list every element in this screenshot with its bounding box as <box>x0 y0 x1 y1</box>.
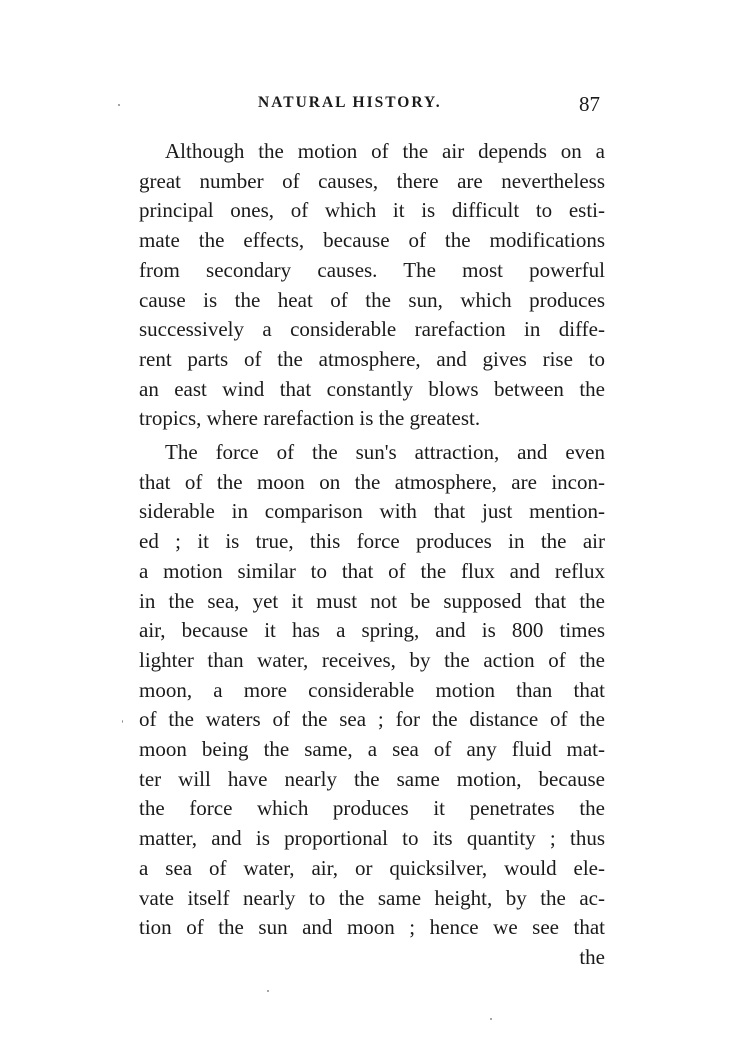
catchword: the <box>579 944 605 969</box>
text-line: tropics, where rarefaction is the greatest. <box>139 406 481 431</box>
text-line: ed ; it is true, this force produces in the air <box>139 529 605 554</box>
text-line: a sea of water, air, or quicksilver, would ele- <box>139 855 605 880</box>
text-line: successively a considerable rarefaction in diffe- <box>139 317 605 342</box>
text-line: tion of the sun and moon ; hence we see that <box>139 915 605 940</box>
text-line: great number of causes, there are nevertheless <box>139 168 605 193</box>
text-line: mate the effects, because of the modifications <box>139 228 605 253</box>
text-line: The force of the sun's attraction, and even <box>165 440 605 465</box>
text-line: from secondary causes. The most powerful <box>139 257 605 282</box>
text-line: Although the motion of the air depends on a <box>165 139 605 163</box>
text-line: ter will have nearly the same motion, because <box>139 766 605 791</box>
paper-speck <box>122 720 123 723</box>
text-line: the force which produces it penetrates the <box>139 796 605 821</box>
text-line: a motion similar to that of the flux and reflux <box>139 558 605 583</box>
text-line: an east wind that constantly blows between the <box>139 376 605 401</box>
text-line: principal ones, of which it is difficult to esti- <box>139 198 605 223</box>
text-line: that of the moon on the atmosphere, are incon- <box>139 469 605 494</box>
paragraph-1 <box>139 137 605 434</box>
running-title: NATURAL HISTORY. <box>258 94 442 111</box>
body-text <box>139 137 605 973</box>
paper-speck <box>490 1018 492 1020</box>
text-line: in the sea, yet it must not be supposed that the <box>139 588 605 613</box>
text-line: air, because it has a spring, and is 800 times <box>139 618 605 643</box>
text-line: moon, a more considerable motion than that <box>139 677 605 702</box>
text-line: vate itself nearly to the same height, by the ac- <box>139 885 605 910</box>
text-line: rent parts of the atmosphere, and gives rise to <box>139 346 605 371</box>
running-head <box>140 92 600 122</box>
page-number: 87 <box>579 92 600 116</box>
text-line: siderable in comparison with that just mention- <box>139 499 605 524</box>
text-line: matter, and is proportional to its quantity ; thus <box>139 826 605 851</box>
text-line: of the waters of the sea ; for the distance of the <box>139 707 605 732</box>
text-line: moon being the same, a sea of any fluid mat- <box>139 737 605 762</box>
paper-speck <box>118 104 120 106</box>
paper-speck <box>267 990 269 992</box>
paragraph-2 <box>139 438 605 943</box>
text-line: cause is the heat of the sun, which produces <box>139 287 605 312</box>
text-line: lighter than water, receives, by the action of the <box>139 647 605 672</box>
